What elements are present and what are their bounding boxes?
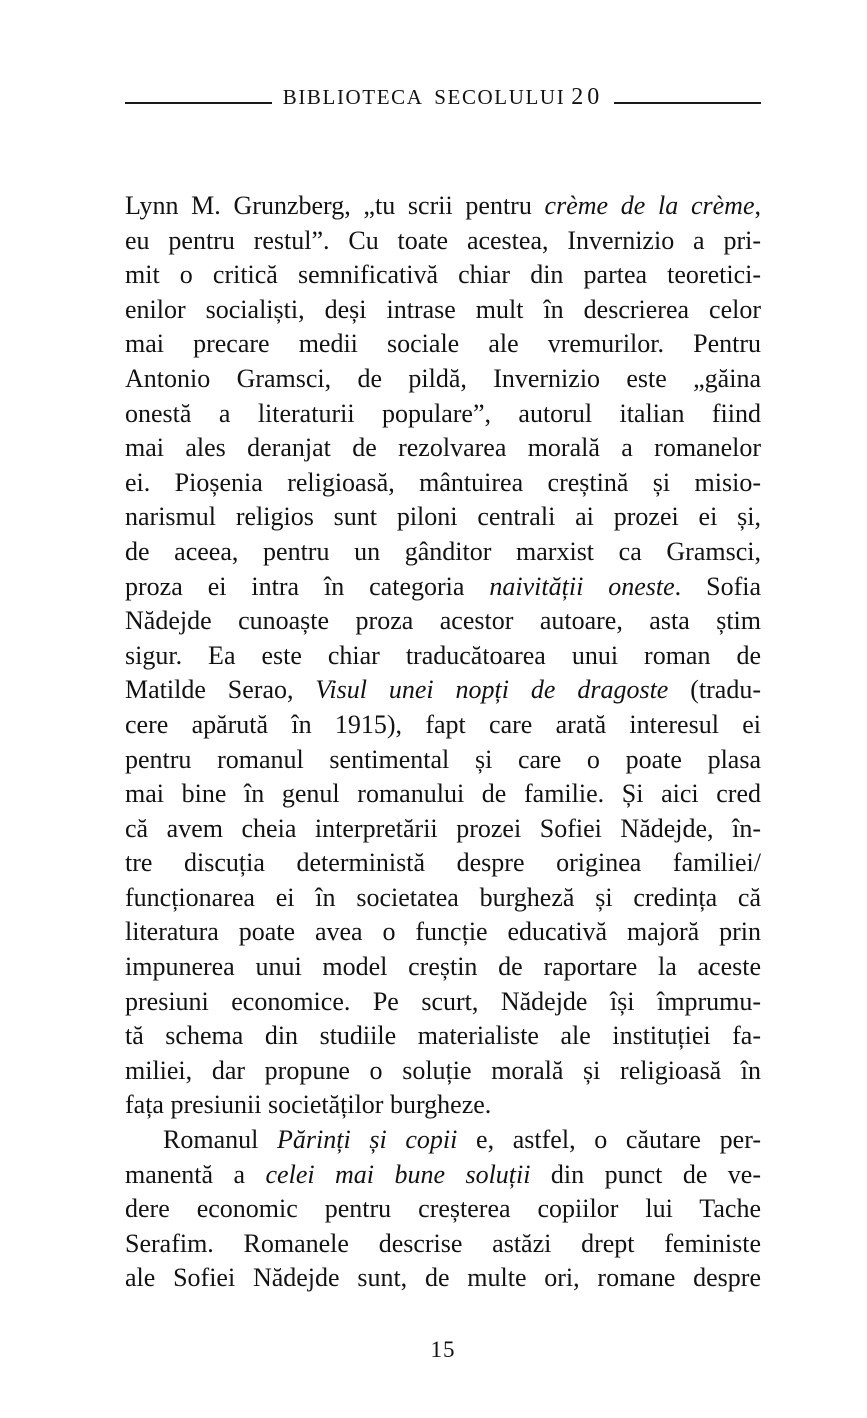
text-run: . Sofia — [674, 571, 762, 601]
text-run: tă schema din studiile materialiste ale instituției fa- — [125, 1021, 761, 1051]
text-run: enilor socialiști, deși intrase mult în descrierea celor — [125, 294, 761, 324]
text-line — [125, 639, 761, 674]
text-run: tre discuția deterministă despre originea familiei/ — [125, 848, 761, 878]
text-run: mai precare medii sociale ale vremurilor. Pentru — [125, 329, 761, 359]
text-line — [125, 1054, 761, 1089]
text-line — [125, 777, 761, 812]
text-line — [125, 466, 761, 501]
text-line — [125, 293, 761, 328]
text-line — [125, 189, 761, 224]
text-line — [125, 1088, 761, 1123]
header-rule-left — [125, 102, 272, 104]
text-run: din punct de ve- — [530, 1159, 762, 1189]
text-run: că avem cheia interpretării prozei Sofiei Nădejde, în- — [125, 813, 761, 843]
text-line — [125, 1019, 761, 1054]
text-run: Lynn M. Grunzberg, „tu scrii pentru — [125, 191, 545, 220]
running-title — [272, 84, 615, 110]
text-line — [125, 708, 761, 743]
text-run: de aceea, pentru un gânditor marxist ca Gramsci, — [125, 536, 761, 566]
text-run: (tradu- — [668, 675, 761, 705]
text-line — [125, 985, 761, 1020]
text-line — [125, 812, 761, 847]
text-line — [125, 915, 761, 950]
text-run: miliei, dar propune o soluție morală și religioasă în — [125, 1055, 761, 1085]
text-run: Romanul — [163, 1125, 278, 1155]
text-line — [125, 604, 761, 639]
text-line — [125, 846, 761, 881]
text-run: dere economic pentru creșterea copiilor lui Tache — [125, 1194, 761, 1224]
text-run: eu pentru restul”. Cu toate acestea, Invernizio a pri- — [125, 225, 761, 255]
running-title-number: 20 — [571, 84, 604, 110]
text-run: Serafim. Romanele descrise astăzi drept feministe — [125, 1228, 761, 1258]
italic-text-run: crème de la crème — [544, 191, 755, 220]
italic-text-run: naivității oneste — [489, 571, 675, 601]
text-line — [125, 397, 761, 432]
text-run: Antonio Gramsci, de pildă, Invernizio este „găina — [125, 363, 761, 393]
text-run: e, astfel, o căutare per- — [457, 1125, 761, 1155]
text-line — [125, 1261, 761, 1296]
text-line — [125, 224, 761, 259]
text-run: narismul religios sunt piloni centrali ai prozei ei și, — [125, 502, 761, 532]
running-title-text: BIBLIOTECA SECOLULUI — [282, 85, 566, 109]
text-run: proza ei intra în categoria — [125, 571, 490, 601]
page-number: 15 — [430, 1337, 456, 1362]
text-run: literatura poate avea o funcție educativă majoră prin — [125, 917, 761, 947]
text-run: Nădejde cunoaște proza acestor autoare, asta știm — [125, 606, 761, 636]
text-run: Matilde Serao, — [125, 675, 316, 705]
text-line — [125, 431, 761, 466]
text-run: presiuni economice. Pe scurt, Nădejde își împrumu- — [125, 986, 761, 1016]
text-run: pentru romanul sentimental și care o poate plasa — [125, 744, 761, 774]
italic-text-run: Visul unei nopți de dragoste — [315, 675, 669, 705]
text-run: funcționarea ei în societatea burgheză și credința că — [125, 882, 761, 912]
italic-text-run: Părinți și copii — [277, 1125, 458, 1155]
text-line — [125, 673, 761, 708]
page-text — [125, 189, 761, 1296]
text-run: onestă a literaturii populare”, autorul italian fiind — [125, 398, 761, 428]
text-line — [125, 1192, 761, 1227]
text-line — [125, 327, 761, 362]
page-header — [125, 84, 761, 110]
italic-text-run: celei mai bune soluții — [265, 1159, 531, 1189]
text-run: mit o critică semnificativă chiar din partea teoretici- — [125, 260, 761, 290]
header-rule-right — [614, 102, 761, 104]
text-line — [125, 535, 761, 570]
text-line — [125, 1123, 761, 1158]
text-run: ale Sofiei Nădejde sunt, de multe ori, romane despre — [125, 1263, 761, 1293]
text-run: impunerea unui model creștin de raportare la aceste — [125, 952, 761, 982]
text-run: mai bine în genul romanului de familie. Și aici cred — [125, 779, 761, 809]
text-line — [125, 950, 761, 985]
text-run: manentă a — [125, 1159, 266, 1189]
text-line — [125, 881, 761, 916]
text-line — [125, 1227, 761, 1262]
text-run: fața presiunii societăților burgheze. — [125, 1090, 492, 1120]
text-line — [125, 743, 761, 778]
text-line — [125, 570, 761, 605]
text-line — [125, 1158, 761, 1193]
text-run: ei. Pioșenia religioasă, mântuirea creștină și misio- — [125, 467, 761, 497]
page-footer — [125, 1337, 761, 1363]
text-run: cere apărută în 1915), fapt care arată interesul ei — [125, 709, 761, 739]
text-line — [125, 258, 761, 293]
text-run: , — [754, 191, 762, 220]
text-run: mai ales deranjat de rezolvarea morală a romanelor — [125, 433, 761, 463]
text-run: sigur. Ea este chiar traducătoarea unui roman de — [125, 640, 761, 670]
text-line — [125, 362, 761, 397]
text-line — [125, 500, 761, 535]
